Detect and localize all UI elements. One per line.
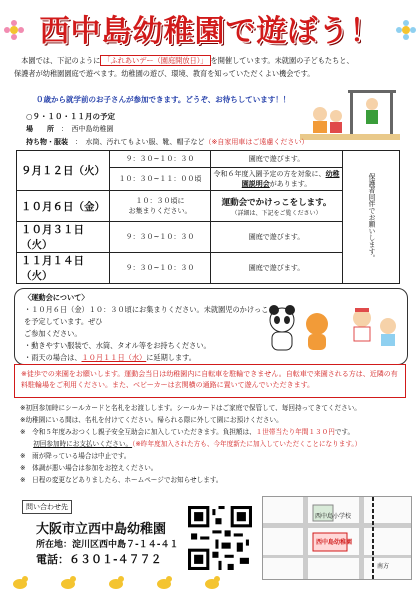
time-cell: １０：３０~１１：００頃 xyxy=(110,168,211,191)
location-map xyxy=(262,496,412,580)
animals-running-illustration xyxy=(262,300,402,360)
map-label-station: 南方 xyxy=(377,563,390,570)
school-tel: 電話：６３０１-４７７２ xyxy=(36,553,162,566)
time-cell: １０：３０頃に お集まりください。 xyxy=(110,191,211,222)
schedule-table xyxy=(16,150,400,284)
time-cell: ９：３０~１０：３０ xyxy=(110,253,211,284)
desc-cell: 運動会でかけっこをします。 （詳細は、下記をご覧ください） xyxy=(211,191,343,222)
contact-label: 問い合わせ先 xyxy=(22,500,72,514)
desc-cell: 令和６年度入園予定の方を対象に、幼稚園説明会があります。 xyxy=(211,168,343,191)
desc-cell: 園庭で遊びます。 xyxy=(211,222,343,253)
time-cell: ９：３０~１０：３０ xyxy=(110,222,211,253)
place-row: 場 所 ： 西中島幼稚園 xyxy=(26,125,114,133)
table-row xyxy=(17,253,400,284)
page-title: 西中島幼稚園で遊ぼう！ xyxy=(39,14,381,49)
date-cell: １１月１４日（火） xyxy=(17,253,110,284)
qr-code-icon[interactable] xyxy=(188,506,252,570)
intro-text: 本園では、下記のように 「ふれあいデー（園庭開放日）」 を開催しています。未就園の子どもたちと、 保護者が幼稚園園庭で遊べます。幼稚園の遊び、環境、教育を知っていただくよい機会です。 xyxy=(14,56,354,78)
notes-section: ※初回参加時にシールカードと名札をお渡しします。シールカードはご家庭で保管して、毎回持ってきてください。 ※幼稚園にいる間は、名札を付けてください。帰られる際に外して園にお預けください。 ※ 令和５年度みおつくし親子安全互助会に加入していただきます。負担額は、１世帯当たり年間１３０円です。 初回参加時にお支払いください。（※昨年度加入された方も、今年度新たに加入していただくことになります。） ※ 雨が降っている場合は中止です。 ※ 体調が悪い場合は参加をお控えください。 ※ 日程の変更などありましたら、ホームページでお知らせします。 xyxy=(20,404,362,484)
school-name: 大阪市立西中島幼稚園 xyxy=(36,522,167,537)
school-address: 所在地：淀川区西中島７-１４-４１ xyxy=(36,540,179,550)
items-row: 持ち物・服装 ： 水筒、汚れてもよい服、靴、帽子など（※自家用車はご遠慮ください） xyxy=(26,138,309,146)
kids-playing-illustration xyxy=(300,86,400,142)
date-cell: ９月１２日（火） xyxy=(17,151,110,191)
flower-icon xyxy=(4,20,24,40)
desc-cell: 園庭で遊びます。 xyxy=(211,151,343,168)
map-label-kindergarten: 西中島幼稚園 xyxy=(316,539,353,546)
desc-cell: 園庭で遊びます。 xyxy=(211,253,343,284)
schedule-heading: ○９・１０・１１月の予定 xyxy=(26,112,116,121)
ducks-decoration xyxy=(8,572,258,592)
side-note-cell: 保護者同伴でお願いします。 xyxy=(343,151,400,284)
age-notice: ０歳から就学前のお子さんが参加できます。どうぞ、お待ちしています！！ xyxy=(36,95,291,104)
time-cell: ９：３０~１０：３０ xyxy=(110,151,211,168)
map-label-elementary: 西中島小学校 xyxy=(315,513,352,520)
date-cell: １０月３１日（火） xyxy=(17,222,110,253)
table-row xyxy=(17,222,400,253)
flower-icon xyxy=(396,20,416,40)
date-cell: １０月６日（金） xyxy=(17,191,110,222)
undokai-text: 〈運動会について〉 ・１０月６日（金）１０：３０頃にお集まりください。未就園児のかけっこを予定しています。ぜひ ご参加ください。 ・動きやすい服装で、水筒、タオル等をお持ちください。 ・雨天の場合は、１０月１１日（水）に延期します。 xyxy=(24,293,269,362)
table-row xyxy=(17,191,400,222)
bicycle-warning: ※徒歩での来園をお願いします。運動会当日は幼稚園内に自転車を駐輪できません。自転車で来園される方は、近隣の有料駐輪場をご利用ください。また、ベビーカーは玄関横の通路に置いて遊んでいただきます。 xyxy=(14,364,406,398)
table-row xyxy=(17,151,400,168)
